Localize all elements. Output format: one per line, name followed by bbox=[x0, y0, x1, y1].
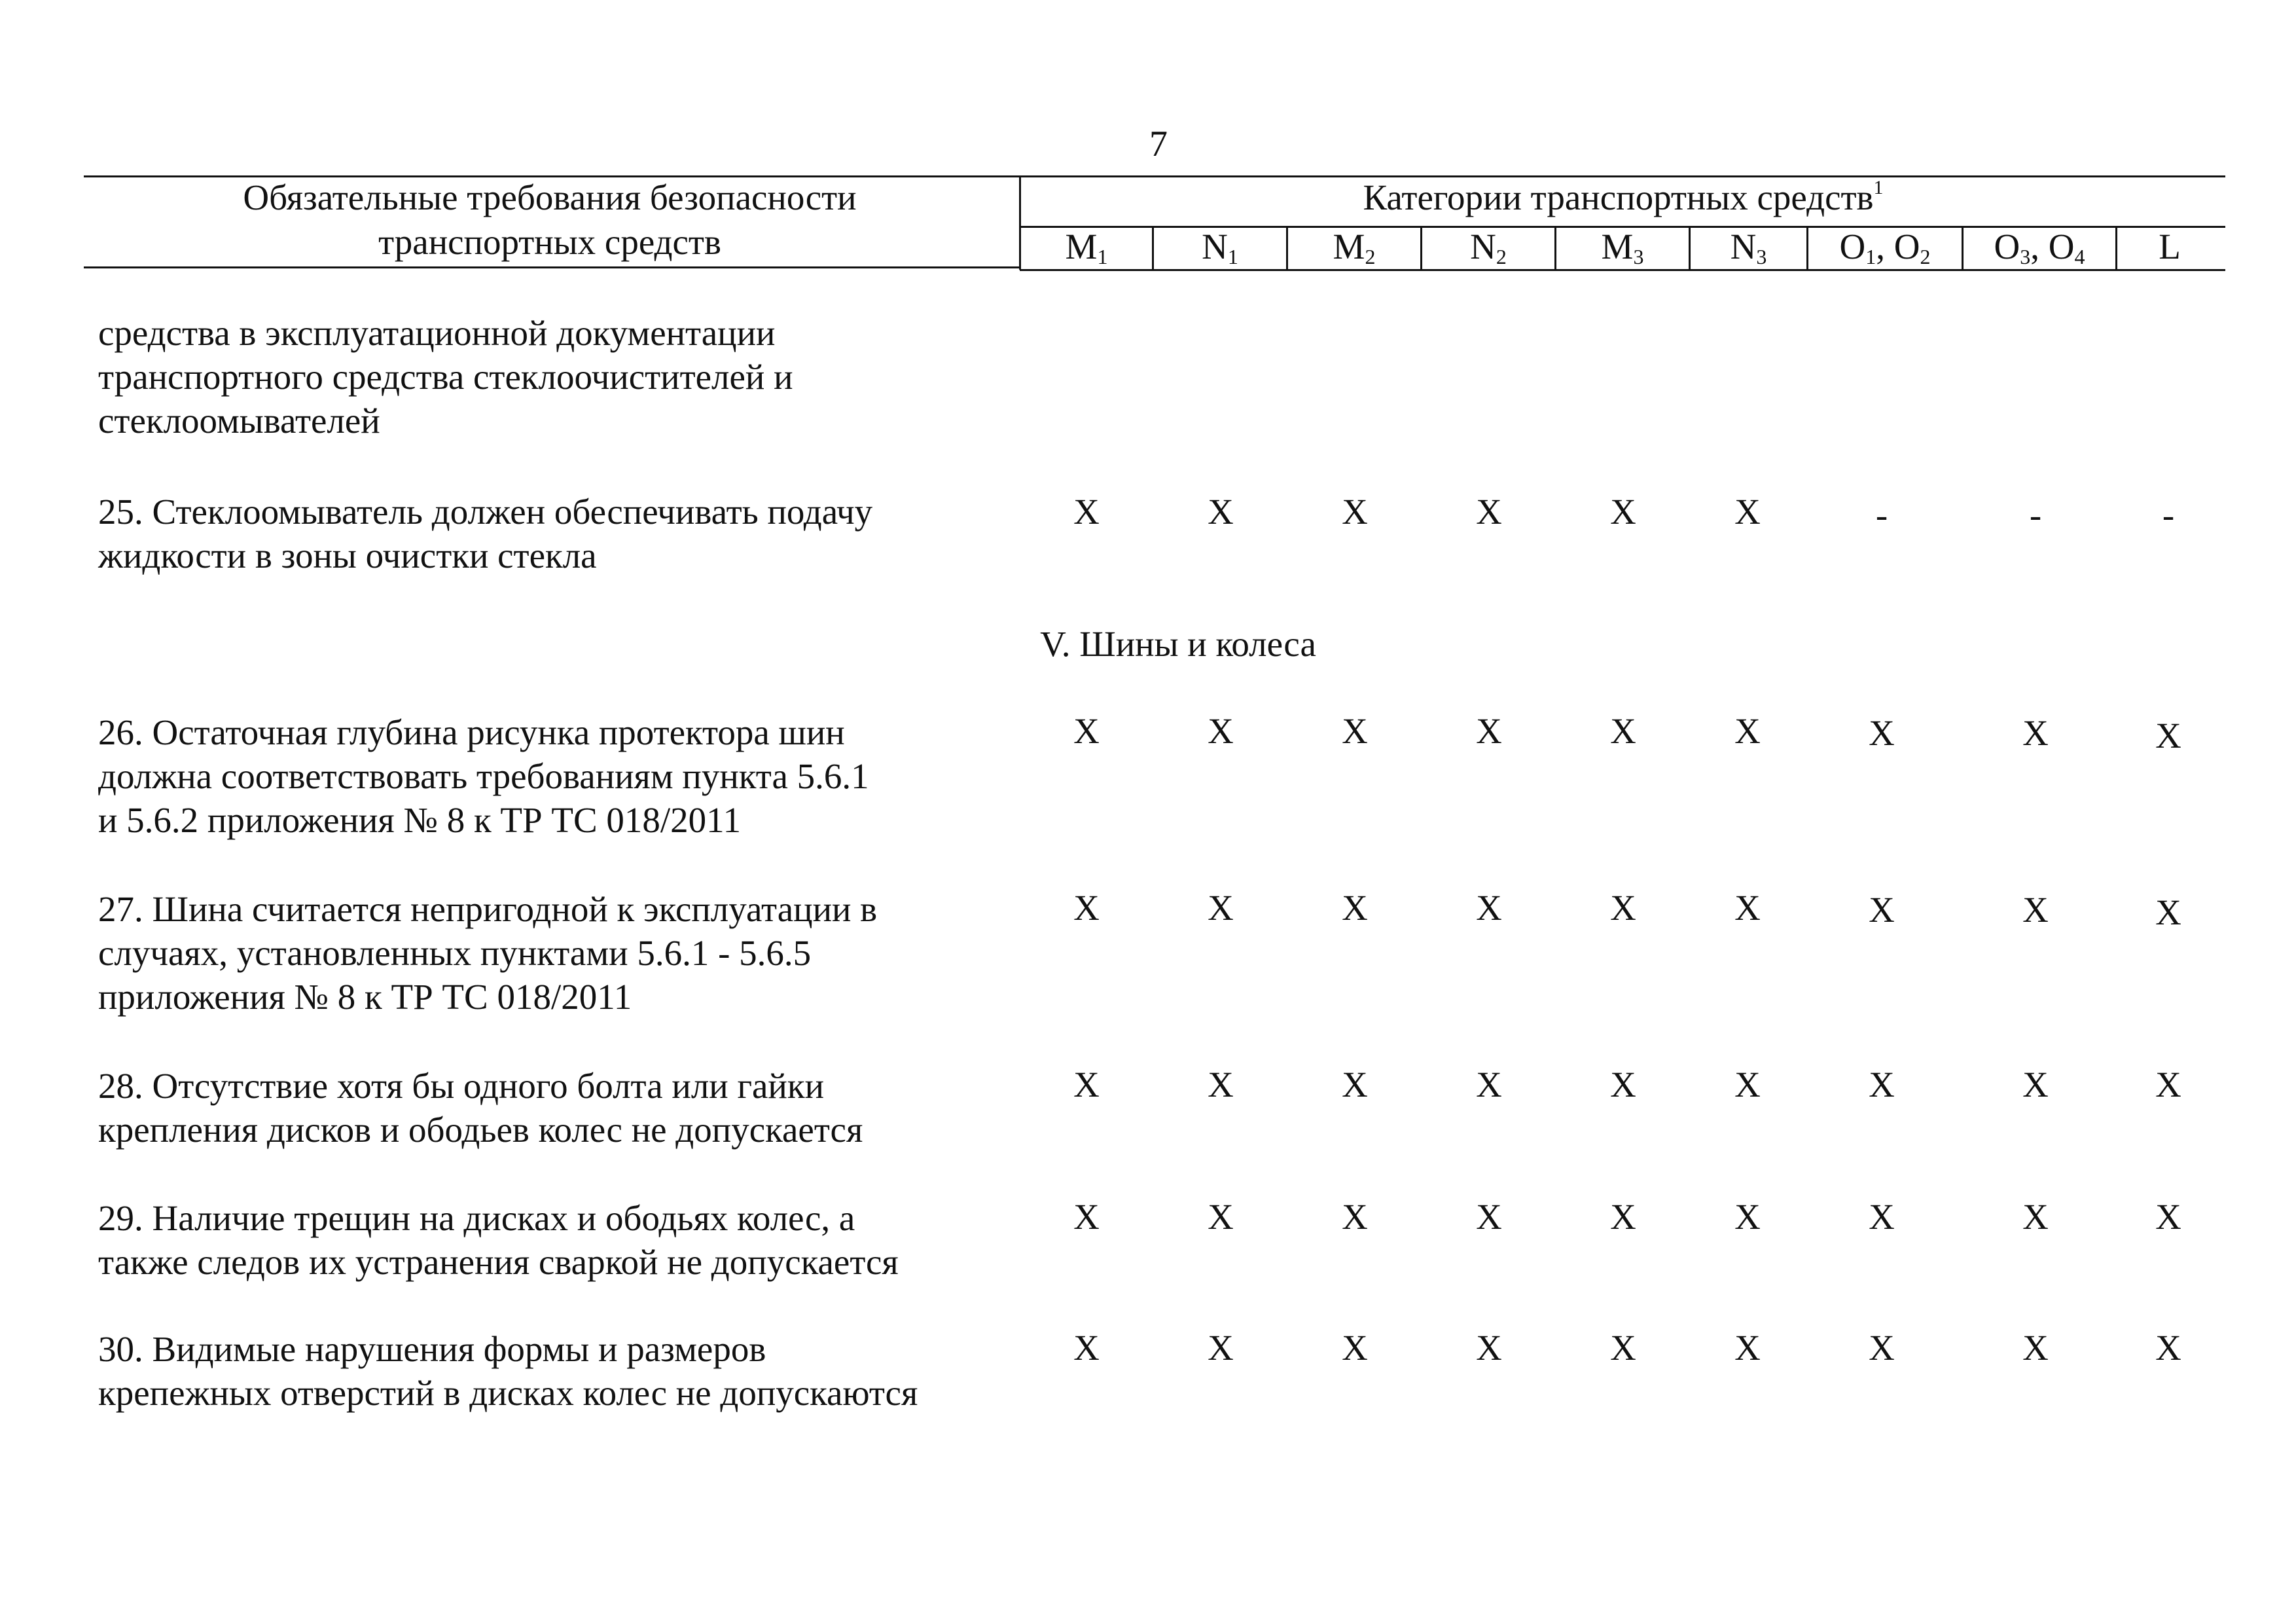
mark-30-o3-o4: X bbox=[2022, 1328, 2049, 1368]
mark-28-o1-o2: X bbox=[1869, 1065, 1895, 1104]
requirements-header-line2: транспортных средств bbox=[378, 222, 721, 262]
mark-30-m1: X bbox=[1073, 1328, 1100, 1368]
continuation-line: стеклоомывателей bbox=[98, 401, 380, 441]
col-header-o3-o4: $O_3$, $O_4$ bbox=[1994, 227, 2085, 268]
continuation-text bbox=[98, 311, 1028, 443]
mark-28-l: X bbox=[2155, 1065, 2181, 1104]
requirement-line: 25. Стеклоомыватель должен обеспечивать подачу bbox=[98, 492, 873, 532]
mark-26-n2: X bbox=[1476, 711, 1502, 751]
requirement-line: крепежных отверстий в дисках колес не допускаются bbox=[98, 1373, 918, 1413]
requirement-line: крепления дисков и ободьев колес не допускается bbox=[98, 1110, 863, 1150]
mark-26-o1-o2: X bbox=[1869, 713, 1895, 753]
requirement-26 bbox=[98, 710, 1028, 842]
requirement-line: приложения № 8 к ТР ТС 018/2011 bbox=[98, 977, 632, 1017]
mark-25-n3: X bbox=[1734, 492, 1761, 532]
header-bottom-rule-left bbox=[84, 266, 1021, 268]
mark-30-m3: X bbox=[1610, 1328, 1636, 1368]
mark-25-l: - bbox=[2162, 495, 2175, 535]
requirement-line: 26. Остаточная глубина рисунка протектора шин bbox=[98, 712, 845, 752]
mark-26-n1: X bbox=[1208, 711, 1234, 751]
mark-26-m1: X bbox=[1073, 711, 1100, 751]
mark-26-m2: X bbox=[1342, 711, 1368, 751]
mark-27-o1-o2: X bbox=[1869, 890, 1895, 930]
requirement-29 bbox=[98, 1196, 1028, 1284]
mark-25-m1: X bbox=[1073, 492, 1100, 532]
mark-25-n1: X bbox=[1208, 492, 1234, 532]
header-bottom-rule-right bbox=[1020, 269, 2225, 271]
mark-29-n3: X bbox=[1734, 1197, 1761, 1237]
requirement-28 bbox=[98, 1064, 1028, 1152]
col-header-n1: $N_1$ bbox=[1202, 227, 1238, 268]
section-title: V. Шины и колеса bbox=[1040, 624, 1316, 664]
requirement-25 bbox=[98, 490, 1028, 577]
mark-29-l: X bbox=[2155, 1197, 2181, 1237]
mark-25-m3: X bbox=[1610, 492, 1636, 532]
mark-30-n1: X bbox=[1208, 1328, 1234, 1368]
mark-28-m2: X bbox=[1342, 1065, 1368, 1104]
mark-29-n1: X bbox=[1208, 1197, 1234, 1237]
mark-27-l: X bbox=[2155, 892, 2181, 932]
mark-26-o3-o4: X bbox=[2022, 713, 2049, 753]
mark-30-n2: X bbox=[1476, 1328, 1502, 1368]
mark-28-o3-o4: X bbox=[2022, 1065, 2049, 1104]
mark-28-n1: X bbox=[1208, 1065, 1234, 1104]
mark-30-m2: X bbox=[1342, 1328, 1368, 1368]
mark-27-m1: X bbox=[1073, 888, 1100, 928]
requirement-line: 30. Видимые нарушения формы и размеров bbox=[98, 1329, 766, 1369]
mark-30-o1-o2: X bbox=[1869, 1328, 1895, 1368]
mark-25-o3-o4: - bbox=[2029, 495, 2042, 535]
mark-29-n2: X bbox=[1476, 1197, 1502, 1237]
requirement-30 bbox=[98, 1327, 1028, 1415]
mark-25-o1-o2: - bbox=[1875, 495, 1888, 535]
requirements-column-header bbox=[85, 175, 1014, 264]
mark-28-m1: X bbox=[1073, 1065, 1100, 1104]
page-number: 7 bbox=[1149, 124, 1168, 164]
col-header-m1: $M_1$ bbox=[1065, 227, 1108, 268]
col-header-o1-o2: $O_1$, $O_2$ bbox=[1839, 227, 1931, 268]
continuation-line: средства в эксплуатационной документации bbox=[98, 313, 776, 353]
requirement-line: 29. Наличие трещин на дисках и ободьях колес, а bbox=[98, 1198, 855, 1238]
mark-25-n2: X bbox=[1476, 492, 1502, 532]
categories-header bbox=[1021, 177, 2225, 219]
col-header-n2: $N_2$ bbox=[1470, 227, 1507, 268]
mark-29-m2: X bbox=[1342, 1197, 1368, 1237]
mark-27-m2: X bbox=[1342, 888, 1368, 928]
mark-27-n1: X bbox=[1208, 888, 1234, 928]
mark-26-l: X bbox=[2155, 716, 2181, 756]
mark-30-n3: X bbox=[1734, 1328, 1761, 1368]
col-header-l: L bbox=[2159, 227, 2181, 266]
mark-28-m3: X bbox=[1610, 1065, 1636, 1104]
mark-27-o3-o4: X bbox=[2022, 890, 2049, 930]
requirement-line: и 5.6.2 приложения № 8 к ТР ТС 018/2011 bbox=[98, 800, 742, 840]
col-header-n3: $N_3$ bbox=[1730, 227, 1767, 268]
requirement-line: 28. Отсутствие хотя бы одного болта или гайки bbox=[98, 1066, 825, 1106]
categories-title: Категории транспортных средств bbox=[1363, 177, 1874, 217]
mark-29-o1-o2: X bbox=[1869, 1197, 1895, 1237]
mark-26-m3: X bbox=[1610, 711, 1636, 751]
mark-28-n2: X bbox=[1476, 1065, 1502, 1104]
requirement-line: 27. Шина считается непригодной к эксплуатации в bbox=[98, 889, 878, 929]
mark-29-m3: X bbox=[1610, 1197, 1636, 1237]
mark-29-m1: X bbox=[1073, 1197, 1100, 1237]
mark-25-m2: X bbox=[1342, 492, 1368, 532]
col-header-m2: $M_2$ bbox=[1333, 227, 1376, 268]
categories-footnote: 1 bbox=[1873, 177, 1884, 198]
continuation-line: транспортного средства стеклоочистителей и bbox=[98, 357, 793, 397]
requirement-27 bbox=[98, 887, 1028, 1019]
col-header-m3: $M_3$ bbox=[1601, 227, 1644, 268]
mark-30-l: X bbox=[2155, 1328, 2181, 1368]
requirements-header-line1: Обязательные требования безопасности bbox=[243, 177, 857, 217]
requirement-line: случаях, установленных пунктами 5.6.1 - 5.6.5 bbox=[98, 933, 812, 973]
mark-27-n3: X bbox=[1734, 888, 1761, 928]
mark-27-n2: X bbox=[1476, 888, 1502, 928]
mark-27-m3: X bbox=[1610, 888, 1636, 928]
requirement-line: жидкости в зоны очистки стекла bbox=[98, 536, 597, 575]
mark-29-o3-o4: X bbox=[2022, 1197, 2049, 1237]
mark-28-n3: X bbox=[1734, 1065, 1761, 1104]
requirement-line: должна соответствовать требованиям пункта 5.6.1 bbox=[98, 756, 869, 796]
requirement-line: также следов их устранения сваркой не допускается bbox=[98, 1242, 899, 1282]
mark-26-n3: X bbox=[1734, 711, 1761, 751]
